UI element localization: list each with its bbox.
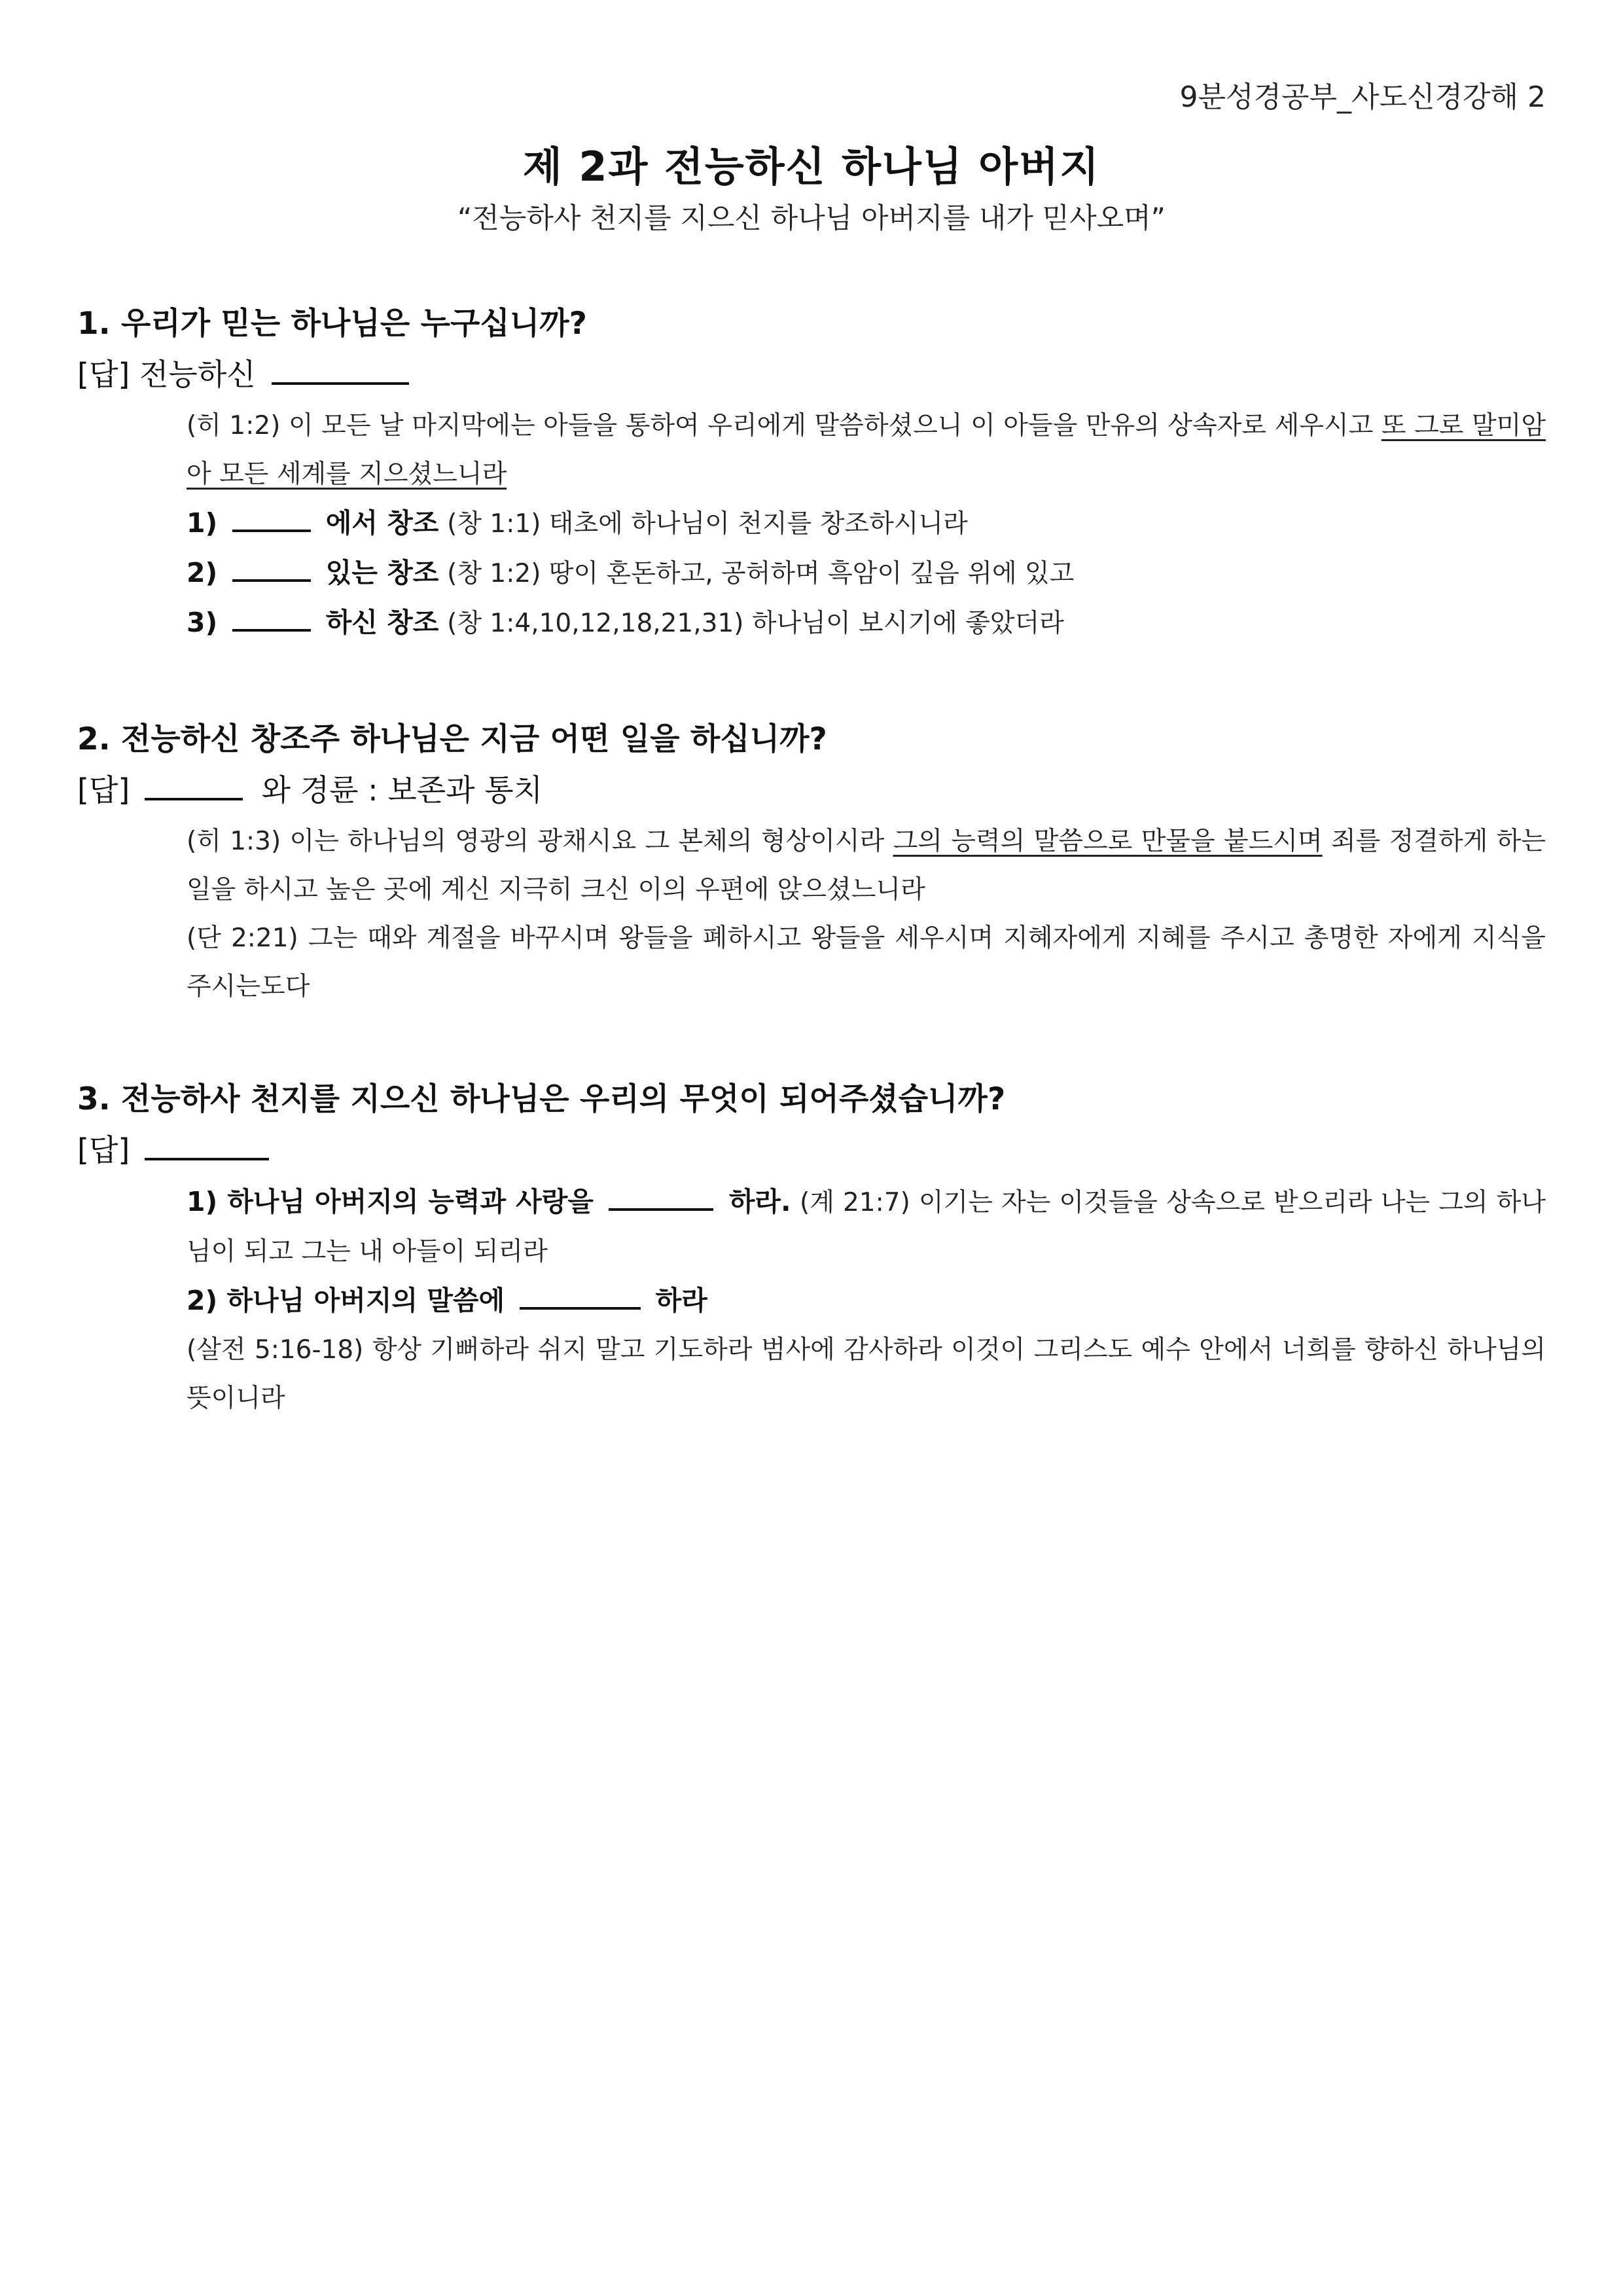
creation-item-3: [187, 598, 1546, 648]
item-keyword: 하신 창조: [325, 607, 439, 638]
item-number: 3): [187, 607, 218, 638]
item-text: 2) 하나님 아버지의 말씀에: [187, 1285, 505, 1316]
creation-item-2: [187, 548, 1546, 598]
answer-suffix: 와 경륜 : 보존과 통치: [261, 772, 543, 808]
section-3: [77, 1077, 1546, 1423]
verse-1thes-5-16: (살전 5:16-18) 항상 기뻐하라 쉬지 말고 기도하라 범사에 감사하라 이것이 그리스도 예수 안에서 너희를 향하신 하나님의 뜻이니라: [187, 1335, 1546, 1413]
item-keyword: 있는 창조: [325, 557, 439, 588]
section-1: [77, 301, 1546, 648]
item-reference: (창 1:1) 태초에 하나님이 천지를 창조하시니라: [447, 509, 968, 539]
lesson-content: [77, 301, 1546, 1423]
answer-2: [77, 762, 1546, 817]
item-blank: [232, 603, 311, 632]
item-blank: [609, 1182, 713, 1211]
verse-heb-1-3: [187, 817, 1546, 914]
answer-label: [답]: [77, 772, 130, 808]
section-3-details: [187, 1177, 1546, 1423]
item-number: 2): [187, 557, 218, 588]
item-blank: [520, 1281, 641, 1310]
item-blank: [232, 553, 311, 582]
question-2: 2. 전능하신 창조주 하나님은 지금 어떤 일을 하십니까?: [77, 721, 827, 757]
lesson-title: 제 2과 전능하신 하나님 아버지: [522, 143, 1101, 190]
verse-text: (히 1:3) 이는 하나님의 영광의 광채시요 그 본체의 형상이시라: [187, 827, 893, 856]
verse-text: (히 1:2) 이 모든 날 마지막에는 아들을 통하여 우리에게 말씀하셨으니 이 아들을 만유의 상속자로 세우시고: [187, 411, 1382, 440]
answer-label: [답]: [77, 1132, 130, 1168]
answer-blank: [272, 356, 409, 385]
item-reference: (창 1:2) 땅이 혼돈하고, 공허하며 흑암이 깊음 위에 있고: [447, 559, 1075, 588]
answer-blank: [145, 772, 243, 800]
item-blank: [232, 503, 311, 532]
answer-label: [답] 전능하신: [77, 357, 256, 392]
answer-1: [77, 347, 1546, 402]
creation-item-1: [187, 499, 1546, 548]
lesson-subtitle: “전능하사 천지를 지으신 하나님 아버지를 내가 믿사오며”: [457, 202, 1166, 235]
relationship-item-2: [187, 1276, 1546, 1326]
section-1-details: [187, 402, 1546, 648]
answer-blank: [145, 1132, 269, 1160]
series-header: 9분성경공부_사도신경강해 2: [1179, 81, 1546, 114]
verse-underlined-text: 또 그로 말미암아 모든 세계를 지으셨느니라: [187, 411, 1546, 489]
verse-heb-1-2: [187, 402, 1546, 499]
item-reference: (창 1:4,10,12,18,21,31) 하나님이 보시기에 좋았더라: [447, 609, 1064, 638]
item-keyword: 에서 창조: [325, 507, 439, 539]
section-2-details: [187, 817, 1546, 1011]
verse-dan-2-21: (단 2:21) 그는 때와 계절을 바꾸시며 왕들을 폐하시고 왕들을 세우시며 지혜자에게 지혜를 주시고 총명한 자에게 지식을 주시는도다: [187, 924, 1546, 1001]
item-text-end: 하라.: [728, 1186, 791, 1217]
item-text-end: 하라: [655, 1285, 707, 1316]
verse-text-continued: 죄를 정결하게 하는 일을 하시고 높은 곳에 계신 지극히 크신 이의 우편에 앉으셨느니라: [187, 827, 1546, 905]
section-2: [77, 717, 1546, 1011]
verse-underlined-text: 그의 능력의 말씀으로 만물을 붙드시며: [893, 827, 1323, 856]
item-text: 1) 하나님 아버지의 능력과 사랑을: [187, 1186, 594, 1217]
item-reference: (계 21:7) 이기는 자는 이것들을 상속으로 받으리라 나는 그의 하나님이 되고 그는 내 아들이 되리라: [187, 1188, 1546, 1266]
question-3: 3. 전능하사 천지를 지으신 하나님은 우리의 무엇이 되어주셨습니까?: [77, 1081, 1006, 1117]
item-number: 1): [187, 507, 218, 539]
question-1: 1. 우리가 믿는 하나님은 누구십니까?: [77, 306, 587, 342]
answer-3: [77, 1122, 1546, 1177]
relationship-item-1: [187, 1177, 1546, 1276]
